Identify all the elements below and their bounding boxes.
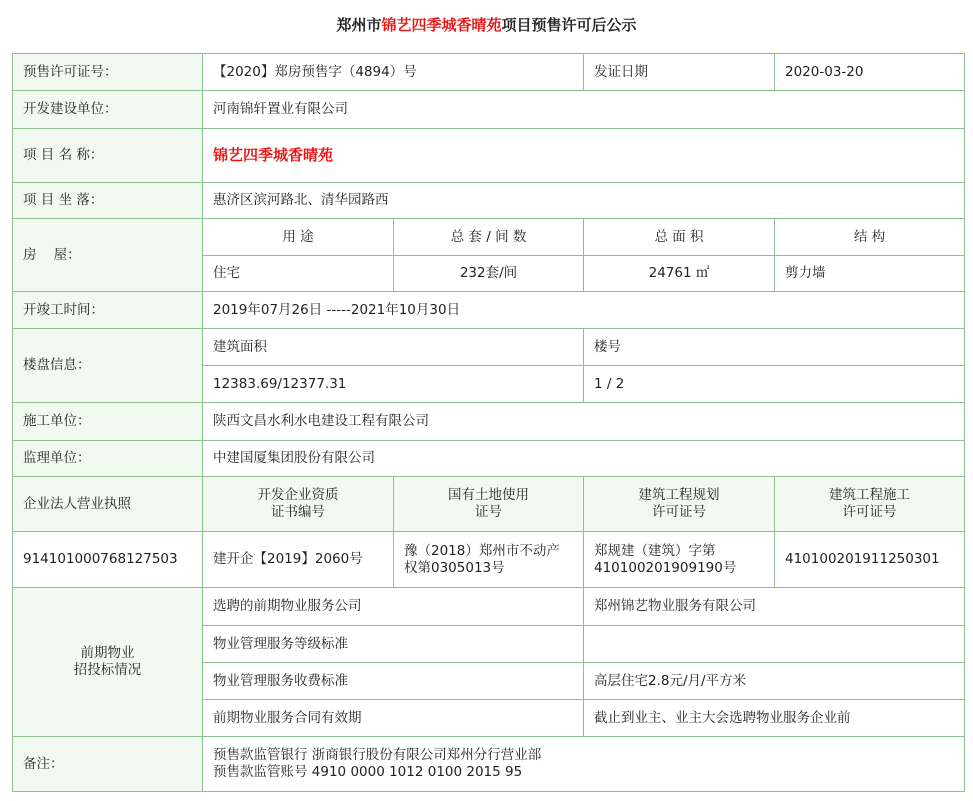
- land-cert-value-line-2: 权第0305013号: [404, 559, 505, 576]
- row-supervisor: [13, 441, 965, 477]
- row-property-service-company: [13, 588, 965, 626]
- property-row-key: 选聘的前期物业服务公司: [203, 588, 584, 626]
- housing-structure: 剪力墙: [775, 256, 965, 292]
- issue-date-value: 2020-03-20: [775, 54, 965, 91]
- planning-permit-header-line-2: 许可证号: [652, 504, 706, 520]
- land-cert-value-line-1: 豫（2018）郑州市不动产: [404, 542, 560, 559]
- project-name-value: 锦艺四季城香晴苑: [203, 129, 965, 183]
- location-label: 项 目 坐 落：: [13, 183, 203, 219]
- qualification-header-line-1: 开发企业资质: [257, 487, 339, 503]
- building-number-header: 楼号: [584, 329, 965, 366]
- property-row-key: 物业管理服务等级标准: [203, 626, 584, 663]
- housing-label: 房 屋：: [13, 219, 203, 292]
- row-construction-period: [13, 292, 965, 329]
- building-area-header: 建筑面积: [203, 329, 584, 366]
- building-info-label: 楼盘信息：: [13, 329, 203, 403]
- building-number-value: 1 / 2: [584, 366, 965, 403]
- planning-permit-value: [584, 532, 775, 588]
- developer-value: 河南锦轩置业有限公司: [203, 91, 965, 129]
- title-prefix: 郑州市: [336, 16, 382, 34]
- issue-date-label: 发证日期: [584, 54, 775, 91]
- presale-permit-table: [12, 53, 965, 792]
- contractor-value: 陕西文昌水利水电建设工程有限公司: [203, 403, 965, 441]
- row-developer: [13, 91, 965, 129]
- property-bidding-label: [13, 588, 203, 737]
- location-value: 惠济区滨河路北、清华园路西: [203, 183, 965, 219]
- property-bidding-label-line-2: 招投标情况: [73, 662, 142, 678]
- property-bidding-label-line-1: 前期物业: [80, 645, 135, 661]
- housing-header-units: 总 套 / 间 数: [394, 219, 584, 256]
- row-certificates-values: [13, 532, 965, 588]
- property-row-value: 郑州锦艺物业服务有限公司: [584, 588, 965, 626]
- row-contractor: [13, 403, 965, 441]
- contractor-label: 施工单位：: [13, 403, 203, 441]
- construction-permit-header-line-1: 建筑工程施工: [829, 487, 910, 503]
- row-certificates-header: [13, 477, 965, 532]
- construction-permit-header: [775, 477, 965, 532]
- permit-value: 【2020】郑房预售字（4894）号: [203, 54, 584, 91]
- business-license-value: 914101000768127503: [13, 532, 203, 588]
- land-cert-value: [394, 532, 584, 588]
- supervision-bank: 预售款监管银行 浙商银行股份有限公司郑州分行营业部: [213, 747, 542, 763]
- row-location: [13, 183, 965, 219]
- housing-header-area: 总 面 积: [584, 219, 775, 256]
- land-cert-header-line-2: 证号: [475, 504, 502, 520]
- supervisor-value: 中建国厦集团股份有限公司: [203, 441, 965, 477]
- row-remarks: [13, 737, 965, 792]
- housing-header-structure: 结 构: [775, 219, 965, 256]
- construction-permit-value: 410100201911250301: [775, 532, 965, 588]
- supervision-account: 预售款监管账号 4910 0000 1012 0100 2015 95: [213, 764, 523, 780]
- row-building-info-header: [13, 329, 965, 366]
- planning-permit-header: [584, 477, 775, 532]
- business-license-label: 企业法人营业执照: [13, 477, 203, 532]
- housing-use: 住宅: [203, 256, 394, 292]
- land-cert-header-line-1: 国有土地使用: [448, 487, 529, 503]
- land-cert-header: [394, 477, 584, 532]
- property-row-key: 前期物业服务合同有效期: [203, 700, 584, 737]
- qualification-header: [203, 477, 394, 532]
- property-row-value: 高层住宅2.8元/月/平方米: [584, 663, 965, 700]
- page-title: [0, 12, 973, 38]
- title-project-name: 锦艺四季城香晴苑: [381, 16, 502, 34]
- title-suffix: 项目预售许可后公示: [501, 16, 637, 34]
- housing-units: 232套/间: [394, 256, 584, 292]
- construction-period-value: 2019年07月26日 -----2021年10月30日: [203, 292, 965, 329]
- developer-label: 开发建设单位：: [13, 91, 203, 129]
- row-project-name: [13, 129, 965, 183]
- housing-area: 24761 ㎡: [584, 256, 775, 292]
- qualification-value: 建开企【2019】2060号: [203, 532, 394, 588]
- building-area-value: 12383.69/12377.31: [203, 366, 584, 403]
- construction-period-label: 开竣工时间：: [13, 292, 203, 329]
- housing-header-use: 用 途: [203, 219, 394, 256]
- property-row-value: [584, 626, 965, 663]
- qualification-header-line-2: 证书编号: [271, 504, 325, 520]
- permit-label: 预售许可证号：: [13, 54, 203, 91]
- project-name-label: 项 目 名 称：: [13, 129, 203, 183]
- remarks-label: 备注：: [13, 737, 203, 792]
- construction-permit-header-line-2: 许可证号: [842, 504, 897, 520]
- row-housing-header: [13, 219, 965, 256]
- supervisor-label: 监理单位：: [13, 441, 203, 477]
- planning-permit-value-line-1: 郑规建（建筑）字第: [594, 542, 716, 559]
- property-row-value: 截止到业主、业主大会选聘物业服务企业前: [584, 700, 965, 737]
- row-permit: [13, 54, 965, 91]
- planning-permit-header-line-1: 建筑工程规划: [638, 487, 720, 503]
- remarks-value: [203, 737, 965, 792]
- planning-permit-value-line-2: 410100201909190号: [594, 559, 737, 576]
- property-row-key: 物业管理服务收费标准: [203, 663, 584, 700]
